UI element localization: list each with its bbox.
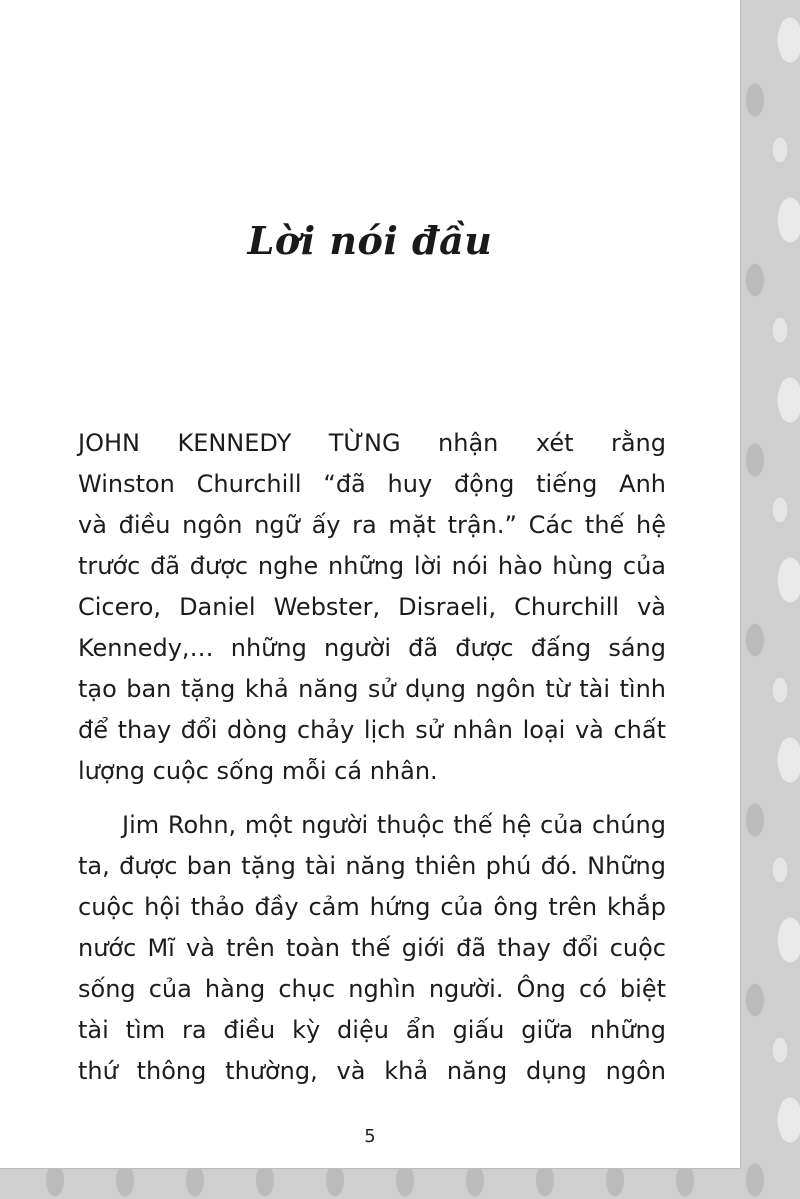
text-line: thứ thông thường, và khả năng dụng ngôn <box>78 1057 666 1085</box>
text-line: Jim Rohn, một người thuộc thế hệ của chúng <box>122 811 666 839</box>
text-line: nước Mĩ và trên toàn thế giới đã thay đổi cuộc <box>78 934 666 962</box>
page-number: 5 <box>364 1126 376 1147</box>
text-line: Kennedy,… những người đã được đấng sáng <box>78 634 666 662</box>
text-line: sống của hàng chục nghìn người. Ông có biệt <box>78 975 666 1003</box>
text-line: và điều ngôn ngữ ấy ra mặt trận.” Các thế hệ <box>78 511 666 539</box>
text-line: JOHN KENNEDY TỪNG nhận xét rằng <box>78 429 666 457</box>
body-text <box>78 423 666 1092</box>
text-line: tài tìm ra điều kỳ diệu ẩn giấu giữa những <box>78 1016 666 1044</box>
chapter-title: Lời nói đầu <box>247 218 493 263</box>
text-line: Winston Churchill “đã huy động tiếng Anh <box>78 470 666 498</box>
text-line: cuộc hội thảo đầy cảm hứng của ông trên khắp <box>78 893 666 921</box>
text-line: tạo ban tặng khả năng sử dụng ngôn từ tài tình <box>78 675 666 703</box>
paragraph-1 <box>78 423 666 792</box>
text-line: để thay đổi dòng chảy lịch sử nhân loại và chất <box>78 716 666 744</box>
text-line: Cicero, Daniel Webster, Disraeli, Churchill và <box>78 593 666 621</box>
paragraph-2 <box>78 805 666 1092</box>
text-line: trước đã được nghe những lời nói hào hùng của <box>78 552 666 580</box>
text-line: lượng cuộc sống mỗi cá nhân. <box>78 757 438 785</box>
text-line: ta, được ban tặng tài năng thiên phú đó. Những <box>78 852 666 880</box>
